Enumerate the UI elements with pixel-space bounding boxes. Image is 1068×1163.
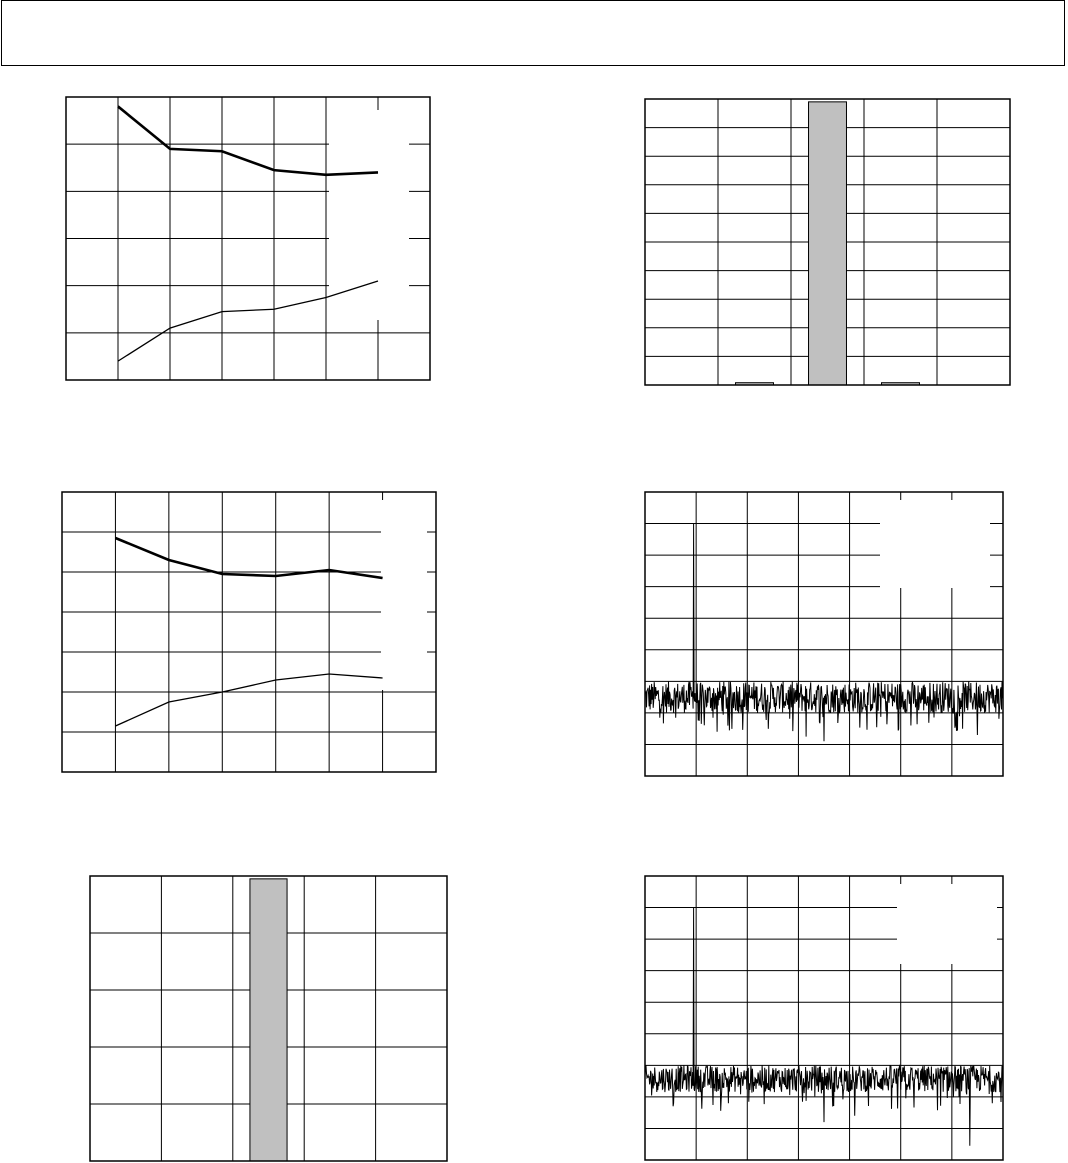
histogram-bar [809,102,847,385]
legend-box [897,884,997,964]
hist-top-right-plot [645,99,1010,385]
hist-bottom-left-plot [90,876,447,1161]
plot-area [62,492,436,772]
fft-bottom-right-plot [645,876,1003,1160]
histogram-bar [250,879,287,1161]
legend-box [329,110,409,320]
perf-top-left-plot [66,97,430,380]
legend-box [381,500,427,690]
perf-mid-left-plot [62,492,436,772]
fft-mid-right-plot [645,492,1003,776]
legend-box [880,500,990,588]
